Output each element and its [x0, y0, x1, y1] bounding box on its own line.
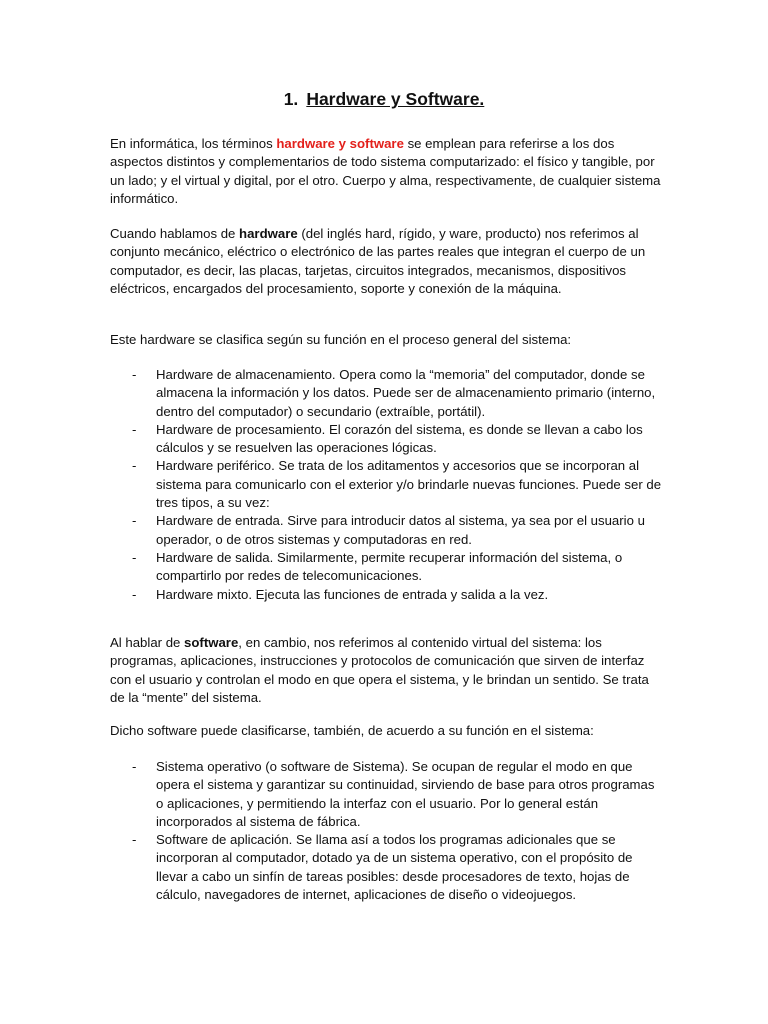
dash-bullet: - [132, 832, 137, 848]
list-item-text: Hardware de entrada. Sirve para introducir datos al sistema, ya sea por el usuario u operador, o de otros sistemas y computadoras en red. [156, 513, 645, 547]
software-text-end: , en cambio, nos referimos al contenido virtual del sistema: los programas, aplicaciones, instrucciones y protocolos de comunicación que sirven de interfaz con el usuario y controlan el modo en que opera el sistema, y le brindan un sentido. Se trata de la “mente” del sistema. [110, 635, 649, 705]
list-item-text: Hardware de almacenamiento. Opera como la “memoria” del computador, donde se almacena la información y los datos. Puede ser de almacenamiento primario (interno, dentro del computador) o secundario (extraíble, portátil). [156, 367, 656, 419]
list-item [110, 758, 662, 831]
list-item-text: Hardware periférico. Se trata de los aditamentos y accesorios que se incorporan al sistema para comunicarlo con el exterior y/o brindarle nuevas funciones. Puede ser de tres tipos, a su vez: [156, 458, 662, 511]
hardware-term: hardware [239, 226, 298, 241]
dash-bullet: - [132, 458, 137, 474]
list-item [110, 512, 662, 549]
dash-bullet: - [132, 759, 137, 774]
dash-bullet: - [132, 421, 137, 437]
dash-bullet: - [132, 586, 137, 602]
list-item [110, 366, 662, 421]
software-classification-intro: Dicho software puede clasificarse, también, de acuerdo a su función en el sistema: [110, 723, 594, 738]
software-list [110, 758, 662, 904]
intro-text-end: se emplean para referirse a los dos aspectos distintos y complementarios de todo sistema computarizado: el físico y tangible, por un lado; y el virtual y digital, por el otro. Cuerpo y alma, respectivamente, de cualquier sistema informático. [110, 136, 661, 206]
list-item-text: Software de aplicación. Se llama así a todos los programas adicionales que se incorporan al computador, dotado ya de un sistema operativo, con el propósito de llevar a cabo un sinfín de tareas posibles: desde procesadores de texto, hojas de cálculo, navegadores de internet, aplicaciones de diseño o videojuegos. [156, 832, 633, 903]
list-item-text: Hardware de salida. Similarmente, permite recuperar información del sistema, o compartirlo por redes de telecomunicaciones. [156, 549, 623, 584]
list-item-text: Hardware de procesamiento. El corazón del sistema, es donde se llevan a cabo los cálculos y se resuelven las operaciones lógicas. [156, 421, 643, 456]
title-number: 1. [283, 89, 299, 109]
hardware-text-end: (del inglés hard, rígido, y ware, producto) nos referimos al conjunto mecánico, eléctrico o electrónico de las partes reales que integran el cuerpo de un computador, es decir, las placas, tarjetas, circuitos integrados, mecanismos, dispositivos eléctricos, encargados del procesamiento, soporte y conexión de la máquina. [110, 226, 646, 296]
software-term: software [184, 635, 239, 650]
list-item [110, 586, 662, 604]
list-item [110, 421, 662, 458]
intro-text-start: En informática, los términos [110, 136, 277, 151]
list-item [110, 457, 662, 512]
list-item-text: Hardware mixto. Ejecuta las funciones de entrada y salida a la vez. [156, 586, 549, 602]
hardware-classification-intro: Este hardware se clasifica según su función en el proceso general del sistema: [110, 332, 572, 347]
title-text: Hardware y Software. [306, 89, 485, 109]
intro-paragraph [110, 135, 662, 208]
list-item [110, 549, 662, 586]
highlighted-terms: hardware y software [276, 136, 404, 151]
list-item [110, 831, 662, 904]
dash-bullet: - [132, 367, 137, 382]
hardware-list [110, 366, 662, 604]
hardware-text-start: Cuando hablamos de [110, 226, 240, 241]
dash-bullet: - [132, 513, 137, 529]
list-item-text: Sistema operativo (o software de Sistema). Se ocupan de regular el modo en que opera el sistema y garantizar su continuidad, sirviendo de base para otros programas o aplicaciones, y permitiendo la interfaz con el usuario. Por lo general están incorporados al sistema de fábrica. [156, 759, 655, 829]
hardware-definition-paragraph [110, 225, 662, 298]
dash-bullet: - [132, 549, 137, 565]
software-text-start: Al hablar de [110, 635, 185, 650]
page-title [0, 88, 768, 110]
software-definition-paragraph [110, 634, 662, 707]
